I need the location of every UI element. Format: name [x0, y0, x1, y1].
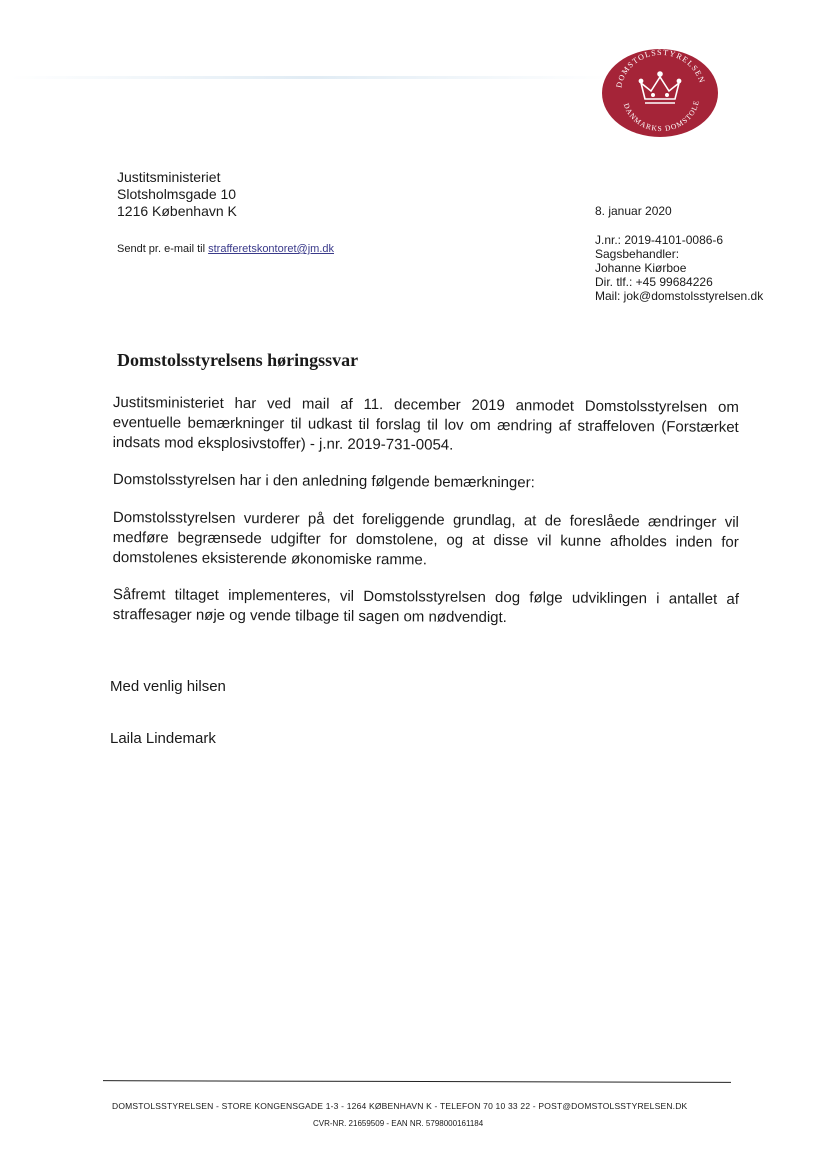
footer-registration: CVR-NR. 21659509 - EAN NR. 5798000161184 — [313, 1119, 484, 1128]
recipient-name: Justitsministeriet — [117, 169, 221, 185]
caseworker-label: Sagsbehandler: — [595, 247, 680, 261]
footer-address: DOMSTOLSSTYRELSEN - STORE KONGENSGADE 1-3 - 1264 KØBENHAVN K - TELEFON 70 10 33 22 - POST@DOMSTOLSSTYRELSEN.DK — [112, 1101, 688, 1111]
signer-name: Laila Lindemark — [110, 730, 216, 747]
caseworker-name: Johanne Kiørboe — [595, 261, 687, 275]
case-metadata — [595, 233, 763, 303]
scan-artifact — [10, 76, 610, 79]
closing-greeting: Med venlig hilsen — [110, 678, 226, 695]
letter-date: 8. januar 2020 — [595, 204, 672, 218]
letter-heading: Domstolsstyrelsens høringssvar — [117, 350, 359, 370]
body-paragraph: Såfremt tiltaget implementeres, vil Domstolsstyrelsen dog følge udviklingen i antallet af straffesager nøje og vende tilbage til sagen om nødvendigt. — [112, 585, 739, 627]
body-paragraph: Domstolsstyrelsen vurderer på det foreliggende grundlag, at de foreslåede ændringer vil medføre begrænsede udgifter for domstolene, og at disse vil kunne afholdes inden for domstolenes eksisterende økonomiske ramme. — [112, 508, 739, 569]
domstolsstyrelsen-seal — [601, 47, 719, 137]
recipient-street: Slotsholmsgade 10 — [117, 186, 237, 202]
recipient-city: 1216 København K — [117, 203, 237, 219]
seal-bottom-text: DANMARKS DOMSTOLE — [621, 98, 701, 134]
seal-top-text: DOMSTOLSSTYRELSEN — [614, 47, 707, 89]
footer-divider — [103, 1080, 731, 1083]
recipient-address — [117, 169, 237, 220]
body-paragraph: Domstolsstyrelsen har i den anledning følgende bemærkninger: — [112, 470, 535, 492]
recipient-email-link[interactable]: strafferetskontoret@jm.dk — [208, 243, 335, 255]
caseworker-mail: Mail: jok@domstolsstyrelsen.dk — [595, 289, 764, 303]
caseworker-phone: Dir. tlf.: +45 99684226 — [595, 275, 713, 289]
sent-by-line — [117, 243, 334, 255]
sent-by-prefix: Sendt pr. e-mail til — [117, 243, 206, 255]
body-paragraph: Justitsministeriet har ved mail af 11. december 2019 anmodet Domstolsstyrelsen om eventuelle bemærkninger til udkast til forslag til lov om ændring af straffeloven (Forstærket indsats mod eksplosivstoffer) - j.nr. 2019-731-0054. — [112, 393, 739, 454]
journal-number: J.nr.: 2019-4101-0086-6 — [595, 233, 724, 247]
